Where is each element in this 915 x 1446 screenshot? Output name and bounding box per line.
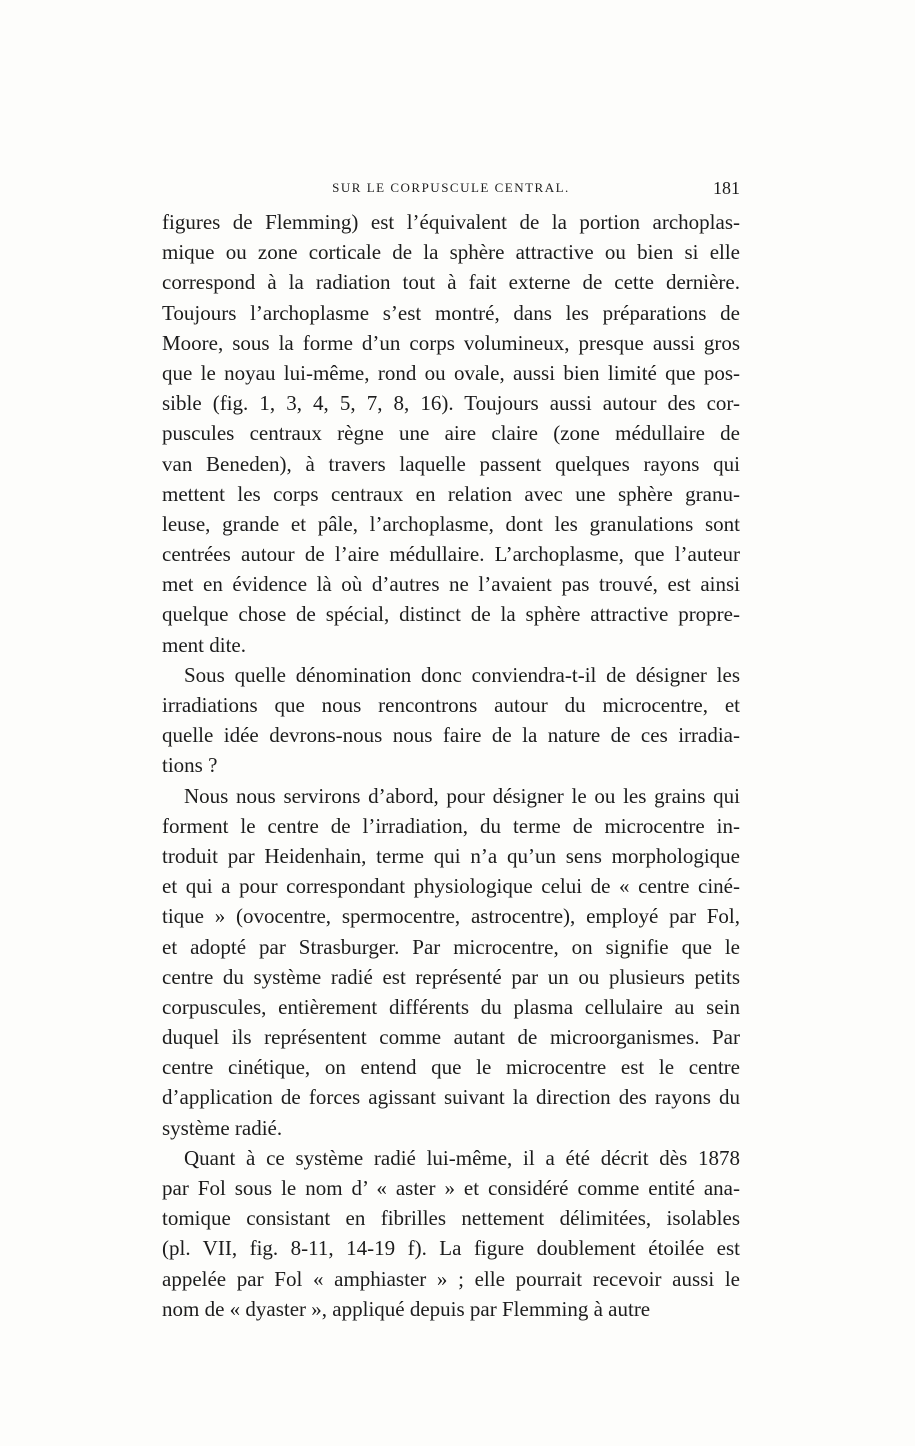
text-line: mettent les corps centraux en relation avec une sphère granu- [162,481,740,506]
text-line: Nous nous servirons d’abord, pour désigner le ou les grains qui [184,783,740,808]
text-line: quelque chose de spécial, distinct de la sphère attractive propre- [162,602,740,627]
text-line: met en évidence là où d’autres ne l’avaient pas trouvé, est ainsi [162,572,740,597]
text-line: duquel ils représentent comme autant de microorganismes. Par [162,1025,740,1050]
text-line: quelle idée devrons-nous nous faire de la nature de ces irradia- [162,723,740,748]
text-line: corpuscules, entièrement différents du plasma cellulaire au sein [162,994,740,1019]
text-line: tomique consistant en fibrilles nettement délimitées, isolables [162,1206,740,1231]
text-line: et qui a pour correspondant physiologique celui de « centre ciné- [162,874,740,899]
text-line: Quant à ce système radié lui-même, il a été décrit dès 1878 [184,1145,740,1170]
text-line: tique » (ovocentre, spermocentre, astrocentre), employé par Fol, [162,904,740,929]
page-number: 181 [713,178,740,198]
text-line: et adopté par Strasburger. Par microcentre, on signifie que le [162,934,740,959]
text-line: tions ? [162,753,218,778]
running-title: SUR LE CORPUSCULE CENTRAL. [332,180,570,195]
text-line: Toujours l’archoplasme s’est montré, dans les préparations de [162,300,740,325]
text-line: correspond à la radiation tout à fait externe de cette dernière. [162,270,740,295]
text-line: irradiations que nous rencontrons autour du microcentre, et [162,693,740,717]
paragraph [162,1143,740,1324]
text-line: forment le centre de l’irradiation, du terme de microcentre in- [162,813,740,838]
running-head [162,176,740,200]
text-line: par Fol sous le nom d’ « aster » et considéré comme entité ana- [162,1176,740,1200]
text-line: nom de « dyaster », appliqué depuis par Flemming à autre [162,1296,651,1321]
text-line: Sous quelle dénomination donc conviendra-t-il de désigner les [184,662,740,687]
text-line: puscules centraux règne une aire claire (zone médullaire de [162,421,740,446]
text-line: troduit par Heidenhain, terme qui n’a qu’un sens morphologique [162,843,740,868]
paragraph [162,781,740,1143]
text-line: ment dite. [162,632,246,657]
body-text [162,207,740,1324]
text-line: système radié. [162,1115,283,1140]
paragraph [162,660,740,781]
text-line: (pl. VII, fig. 8-11, 14-19 f). La figure doublement étoilée est [162,1236,740,1261]
text-line: centre du système radié est représenté par un ou plusieurs petits [162,964,740,989]
paragraph [162,207,740,660]
text-line: sible (fig. 1, 3, 4, 5, 7, 8, 16). Toujours aussi autour des cor- [162,391,740,416]
text-line: mique ou zone corticale de la sphère attractive ou bien si elle [162,240,740,265]
text-line: appelée par Fol « amphiaster » ; elle pourrait recevoir aussi le [162,1266,740,1291]
text-line: centre cinétique, on entend que le microcentre est le centre [162,1055,740,1080]
text-line: d’application de forces agissant suivant la direction des rayons du [162,1085,740,1110]
text-line: centrées autour de l’aire médullaire. L’archoplasme, que l’auteur [162,542,740,567]
text-line: que le noyau lui-même, rond ou ovale, aussi bien limité que pos- [162,360,740,385]
text-line: Moore, sous la forme d’un corps volumineux, presque aussi gros [162,330,740,355]
text-line: figures de Flemming) est l’équivalent de la portion archoplas- [162,210,740,234]
text-line: van Beneden), à travers laquelle passent quelques rayons qui [162,451,740,476]
text-line: leuse, grande et pâle, l’archoplasme, dont les granulations sont [162,511,740,536]
